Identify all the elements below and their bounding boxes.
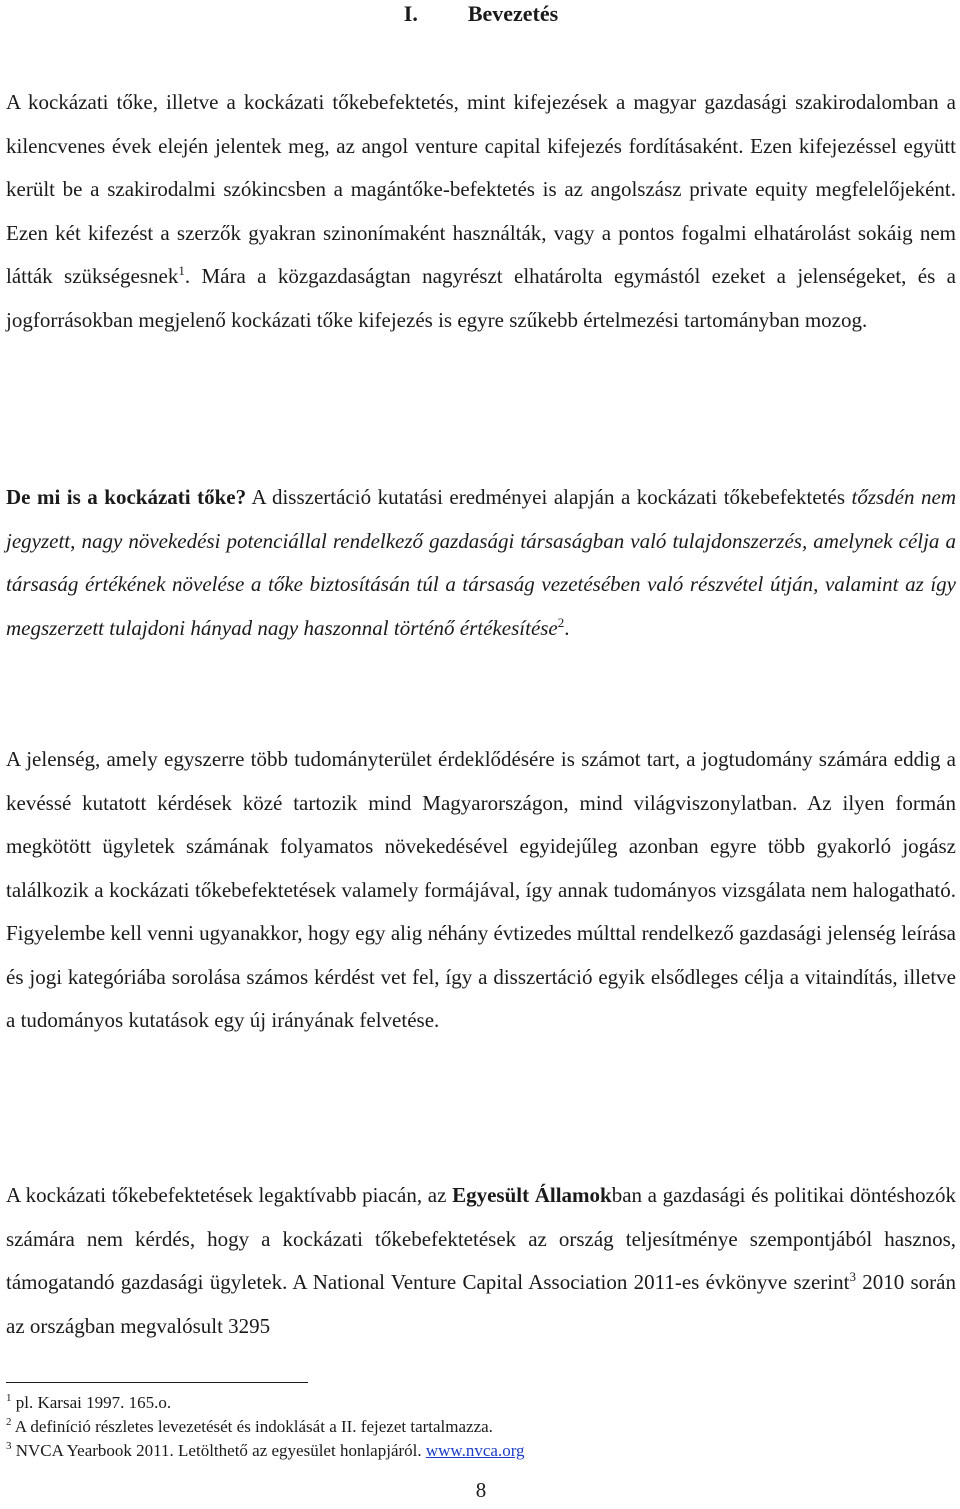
footnote-3: [6, 1439, 956, 1463]
paragraph-text: A kockázati tőke, illetve a kockázati tőkebefektetés, mint kifejezések a magyar gazdasági szakirodalomban a kilencvenes évek elején jelentek meg, az angol venture capital kifejezés fordításaként. Ezen kifejezéssel együtt került be a szakirodalmi szókincsben a magántőke-befektetés is az angolszász private equity megfelelőjeként. Ezen két kifezést a szerzők gyakran szinonímaként használták, vagy a pontos fogalmi elhatárolást sokáig nem látták szükségesnek: [6, 90, 956, 288]
paragraph-phenomenon: [6, 738, 956, 1043]
emphasis-united-states: Egyesült Államok: [452, 1183, 612, 1207]
chapter-heading: [6, 0, 956, 31]
paragraph-text: 2010 során az országban megvalósult 3295: [6, 1270, 956, 1338]
paragraph-text: . Mára a közgazdaságtan nagyrészt elhatárolta egymástól ezeket a jelenségeket, és a jogforrásokban megjelenő kockázati tőke kifejezés is egyre szűkebb értelmezési tartományban mozog.: [6, 264, 956, 332]
footnote-text: pl. Karsai 1997. 165.o.: [11, 1393, 172, 1412]
paragraph-text: .: [564, 615, 570, 640]
footnote-ref-3[interactable]: 3: [849, 1269, 856, 1284]
nvca-link[interactable]: www.nvca.org: [425, 1441, 525, 1460]
footnote-ref-2[interactable]: 2: [557, 614, 565, 630]
paragraph-definition: [6, 476, 956, 650]
paragraph-text: A kockázati tőkebefektetések legaktívabb piacán, az: [6, 1183, 453, 1207]
chapter-number: I.: [403, 1, 418, 26]
footnote-number: 3: [6, 1440, 12, 1452]
paragraph-text: A jelenség, amely egyszerre több tudományterület érdeklődésére is számot tart, a jogtudomány számára eddig a kevéssé kutatott kérdések közé tartozik mind Magyarországon, mind világviszonylatban. Az ilyen formán megkötött ügyletek számának folyamatos növekedésével egyidejűleg azonban egyre több gyakorló jogász találkozik a kockázati tőkebefektetések valamely formájával, így annak tudományos vizsgálata nem halogatható. Figyelembe kell venni ugyanakkor, hogy egy alig néhány évtizedes múlttal rendelkező gazdasági jelenség leírása és jogi kategóriába sorolása számos kérdést vet fel, így a disszertáció egyik elsődleges célja a vitaindítás, illetve a tudományos kutatások egy új irányának felvetése.: [6, 747, 956, 1032]
footnote-separator: [6, 1382, 308, 1383]
document-page: [6, 0, 956, 1502]
paragraph-text: ban a gazdasági és politikai döntéshozók számára nem kérdés, hogy a kockázati tőkebefektetések az ország teljesítménye szempontjából hasznos, támogatandó gazdasági ügyletek. A National Venture Capital Association 2011-es évkönyve szerint: [6, 1183, 956, 1294]
definition-question: De mi is a kockázati tőke?: [6, 485, 247, 509]
paragraph-intro: [6, 81, 956, 342]
page-number: 8: [475, 1478, 487, 1502]
footnote-number: 2: [6, 1416, 12, 1428]
definition-text: tőzsdén nem jegyzett, nagy növekedési potenciállal rendelkező gazdasági társaságban való tulajdonszerzés, amelynek célja a társaság értékének növelése a tőke biztosításán túl a társaság vezetésében való részvétel útján, valamint az így megszerzett tulajdoni hányad nagy haszonnal történő értékesítése: [6, 485, 956, 640]
chapter-title: Bevezetés: [467, 1, 559, 26]
paragraph-text: A disszertáció kutatási eredményei alapján a kockázati tőkebefektetés: [246, 485, 852, 509]
footnote-text: A definíció részletes levezetését és indoklását a II. fejezet tartalmazza.: [11, 1417, 493, 1436]
footnote-1: [6, 1391, 956, 1415]
footnote-number: 1: [6, 1392, 12, 1404]
footnote-text: NVCA Yearbook 2011. Letölthető az egyesület honlapjáról.: [11, 1441, 426, 1460]
paragraph-united-states: [6, 1174, 956, 1348]
footnote-2: [6, 1415, 956, 1439]
footnote-ref-1[interactable]: 1: [178, 263, 185, 278]
footnotes: [6, 1391, 956, 1463]
